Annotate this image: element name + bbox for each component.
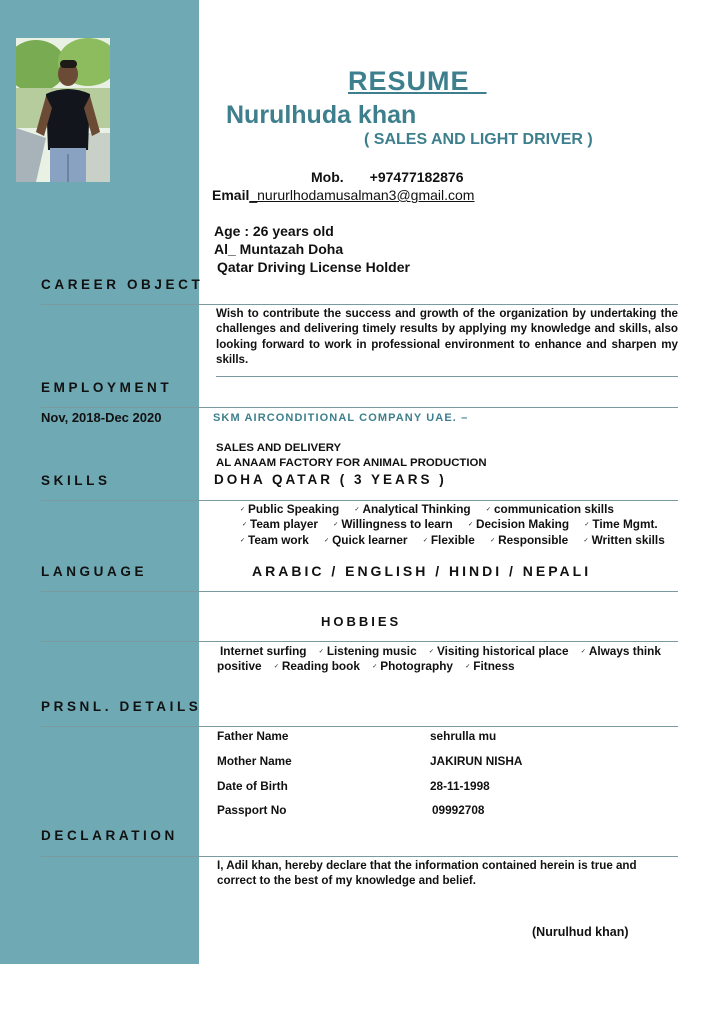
skill-item: ✓ Team player [242, 517, 318, 531]
signature: (Nurulhud khan) [532, 925, 629, 939]
skill-item: ✓ Written skills [584, 533, 665, 547]
employment-dates: Nov, 2018-Dec 2020 [41, 410, 162, 425]
divider [41, 304, 678, 305]
divider [41, 726, 678, 727]
mobile-label: Mob. [311, 169, 344, 185]
personal-label: Passport No [217, 803, 287, 817]
employment-location: DOHA QATAR ( 3 YEARS ) [214, 472, 447, 487]
section-language: LANGUAGE [41, 564, 148, 579]
license-line: Qatar Driving License Holder [217, 259, 410, 275]
resume-title: RESUME [348, 66, 470, 96]
divider [41, 641, 678, 642]
email-address[interactable]: _nururlhodamusalman3@gmail.com [249, 187, 475, 203]
hobbies-row [217, 659, 524, 673]
section-personal: PRSNL. DETAILS [41, 699, 202, 714]
personal-value: sehrulla mu [430, 729, 497, 743]
employment-company: SKM AIRCONDITIONAL COMPANY UAE. – [213, 412, 469, 424]
section-employment: EMPLOYMENT [41, 380, 173, 395]
profile-photo [16, 38, 110, 182]
hobby-item: positive [217, 659, 262, 673]
skill-item: ✓ Quick learner [324, 533, 407, 547]
personal-value: 28-11-1998 [430, 779, 490, 793]
hobbies-row [220, 644, 670, 658]
skill-item: ✓ Team work [240, 533, 309, 547]
hobby-item: ✓ Listening music [319, 644, 417, 658]
employment-factory: AL ANAAM FACTORY FOR ANIMAL PRODUCTION [216, 457, 487, 469]
divider [41, 591, 678, 592]
section-career: CAREER OBJECT [41, 277, 204, 292]
declaration-text: I, Adil khan, hereby declare that the information contained herein is true and correct to the best of my knowledge and belief. [217, 859, 637, 888]
candidate-name: Nurulhuda khan [226, 101, 417, 129]
age-line: Age : 26 years old [214, 223, 334, 239]
email-line [212, 187, 474, 203]
email-label: Email [212, 187, 250, 203]
skills-row [240, 533, 677, 547]
personal-label: Mother Name [217, 754, 292, 768]
personal-label: Date of Birth [217, 779, 288, 793]
hobby-item: ✓ Reading book [274, 659, 360, 673]
hobby-item: ✓ Always think [581, 644, 661, 658]
personal-value: 09992708 [432, 803, 485, 817]
skills-row [242, 517, 670, 531]
candidate-role: ( SALES AND LIGHT DRIVER ) [364, 131, 593, 148]
skill-item: ✓ Flexible [423, 533, 475, 547]
personal-label: Father Name [217, 729, 289, 743]
divider [41, 407, 678, 408]
section-declaration: DECLARATION [41, 828, 178, 843]
mobile-number: +97477182876 [369, 169, 464, 185]
hobby-item: Internet surfing [220, 644, 307, 658]
career-text: Wish to contribute the success and growth of the organization by undertaking the challenges and delivering timely results by applying my knowledge and skills, also looking forward to work in professional environment to enhance and sharpen my skills. [216, 307, 678, 367]
hobby-item: ✓ Visiting historical place [429, 644, 569, 658]
skill-item: ✓ Analytical Thinking [354, 502, 470, 516]
divider [41, 500, 678, 501]
employment-role: SALES AND DELIVERY [216, 442, 342, 454]
skill-item: ✓ communication skills [486, 502, 614, 516]
divider [41, 856, 678, 857]
skills-row [240, 502, 626, 516]
location-line: Al_ Muntazah Doha [214, 241, 344, 257]
skill-item: ✓ Responsible [490, 533, 568, 547]
personal-value: JAKIRUN NISHA [430, 754, 523, 768]
skill-item: ✓ Public Speaking [240, 502, 339, 516]
hobby-item: ✓ Photography [372, 659, 453, 673]
hobby-item: ✓ Fitness [465, 659, 514, 673]
divider [216, 376, 678, 377]
languages-list: ARABIC / ENGLISH / HINDI / NEPALI [252, 563, 592, 579]
skill-item: ✓ Decision Making [468, 517, 569, 531]
skill-item: ✓ Willingness to learn [333, 517, 452, 531]
mobile-line [311, 169, 463, 185]
section-hobbies: HOBBIES [321, 614, 402, 629]
skill-item: ✓ Time Mgmt. [584, 517, 657, 531]
section-skills: SKILLS [41, 473, 111, 488]
